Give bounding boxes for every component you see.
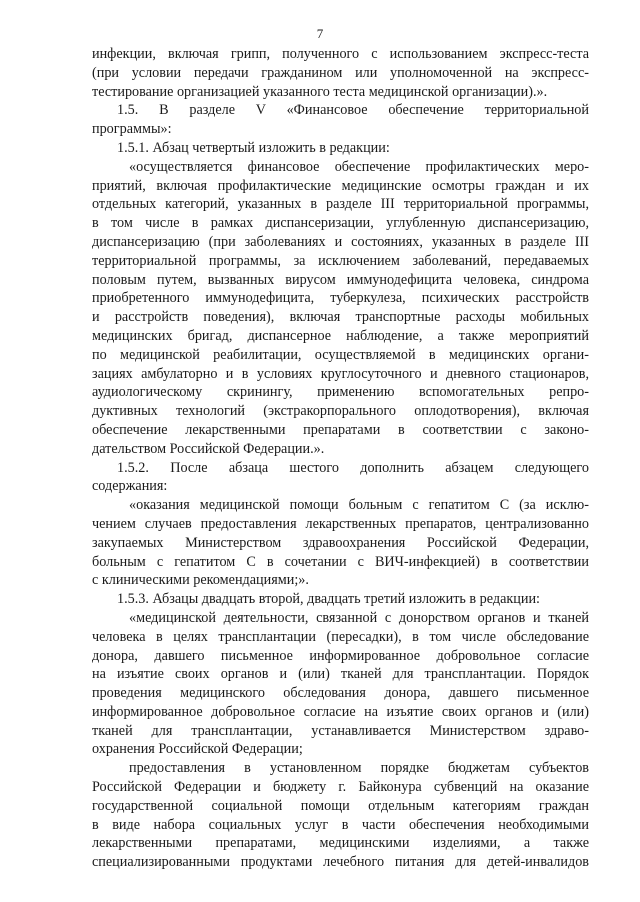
text-line: человека в целях трансплантации (пересадки), в том числе обследование xyxy=(92,628,589,645)
text-line: в том числе в рамках диспансеризации, углубленную диспансеризацию, xyxy=(92,215,589,232)
text-line: обеспечение лекарственными препаратами в соответствии с законо- xyxy=(92,421,589,438)
text-line: «оказания медицинской помощи больным с гепатитом С (за исклю- xyxy=(129,497,589,514)
text-line: на изъятие своих органов и (или) тканей для трансплантации. Порядок xyxy=(92,666,589,683)
text-line: тканей для трансплантации, устанавливается Министерством здраво- xyxy=(92,722,589,739)
text-line: и расстройств поведения), включая транспортные расходы мобильных xyxy=(92,309,589,326)
text-line: закупаемых Министерством здравоохранения Российской Федерации, xyxy=(92,534,589,551)
text-line: 1.5.3. Абзацы двадцать второй, двадцать третий изложить в редакции: xyxy=(117,591,540,608)
text-line: проведения медицинского обследования донора, давшего письменное xyxy=(92,685,589,702)
text-line: дуктивных технологий (экстракорпорального оплодотворения), включая xyxy=(92,403,589,420)
text-line: «осуществляется финансовое обеспечение профилактических меро- xyxy=(129,158,589,175)
text-line: зациях амбулаторно и в условиях круглосуточного и дневного стационаров, xyxy=(92,365,589,382)
text-line: половым путем, вызванных вирусом иммунодефицита человека, синдрома xyxy=(92,271,589,288)
text-line: охранения Российской Федерации; xyxy=(92,741,303,758)
text-line: 1.5.2. После абзаца шестого дополнить абзацем следующего xyxy=(117,459,589,476)
text-line: содержания: xyxy=(92,478,168,495)
text-line: специализированными продуктами лечебного питания для детей-инвалидов xyxy=(92,854,589,871)
text-line: информированное добровольное согласие на изъятие своих органов и (или) xyxy=(92,703,589,720)
text-line: дательством Российской Федерации.». xyxy=(92,440,325,457)
text-line: в виде набора социальных услуг в части обеспечения необходимыми xyxy=(92,816,589,833)
text-line: больным с гепатитом С в сочетании с ВИЧ-инфекцией) в соответствии xyxy=(92,553,589,570)
text-line: предоставления в установленном порядке бюджетам субъектов xyxy=(129,760,589,777)
text-line: тестирование организацией указанного теста медицинской организации).». xyxy=(92,83,548,100)
text-line: лекарственными препаратами, медицинскими изделиями, а также xyxy=(92,835,589,852)
text-line: приобретенного иммунодефицита, туберкулеза, психических расстройств xyxy=(92,290,589,307)
text-line: с клиническими рекомендациями;». xyxy=(92,572,309,589)
document-body xyxy=(92,45,589,872)
text-line: диспансеризацию (при заболеваниях и состояниях, указанных в разделе III xyxy=(92,233,589,250)
text-line: «медицинской деятельности, связанной с донорством органов и тканей xyxy=(129,609,589,626)
text-line: чением случаев предоставления лекарственных препаратов, централизованно xyxy=(92,515,589,532)
text-line: 1.5. В разделе V «Финансовое обеспечение территориальной xyxy=(117,102,589,119)
text-line: 1.5.1. Абзац четвертый изложить в редакции: xyxy=(117,139,390,156)
text-line: аудиологическому скринингу, применению вспомогательных репро- xyxy=(92,384,589,401)
text-line: приятий, включая профилактические медицинские осмотры граждан и их xyxy=(92,177,589,194)
text-line: (при условии передачи гражданином или уполномоченной на экспресс- xyxy=(92,64,589,81)
text-line: медицинских бригад, диспансерное наблюдение, а также мероприятий xyxy=(92,327,589,344)
text-line: территориальной программы, за исключением заболеваний, передаваемых xyxy=(92,252,589,269)
text-line: отдельных категорий, указанных в разделе III территориальной программы, xyxy=(92,196,589,213)
text-line: программы»: xyxy=(92,121,172,138)
page-number: 7 xyxy=(316,26,324,41)
text-line: государственной социальной помощи отдельным категориям граждан xyxy=(92,797,589,814)
text-line: Российской Федерации и бюджету г. Байконура субвенций на оказание xyxy=(92,779,589,796)
text-line: по медицинской реабилитации, осуществляемой в медицинских органи- xyxy=(92,346,589,363)
text-line: инфекции, включая грипп, полученного с использованием экспресс-теста xyxy=(92,46,589,62)
text-line: донора, давшего письменное информированное добровольное согласие xyxy=(92,647,589,664)
